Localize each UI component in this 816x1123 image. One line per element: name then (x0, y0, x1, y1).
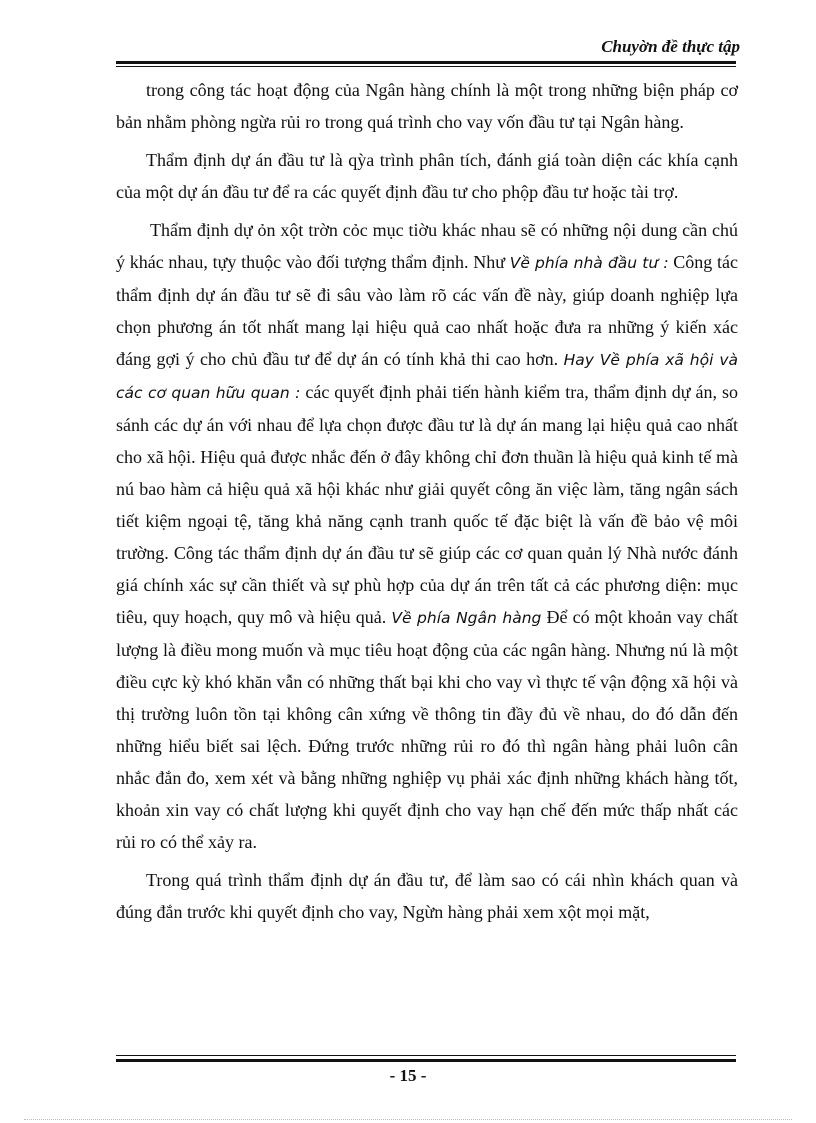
document-body (116, 74, 738, 928)
paragraph-3-part-2: Công tác thẩm định dự án đầu tư sẽ đi sâu vào làm rõ các vấn đề này, giúp doanh nghiệp lựa chọn phương án tốt nhất mang lại hiệu quả cao nhất hoặc đưa ra những ý kiến xác đáng gợi ý cho chủ đầu tư để dự án có tính khả thi cao hơn. (116, 252, 738, 369)
footer-rule-thin (116, 1055, 736, 1056)
paragraph-3-part-4: Để có một khoản vay chất lượng là điều mong muốn và mục tiêu hoạt động của các ngân hàng. Nhưng nú là một điều cực kỳ khó khăn vẫn có những thất bại khi cho vay vì thực tế vận động xã hội và thị trường luôn tồn tại không cân xứng về thông tin đầy đủ về nhau, do đó dẫn đến những hiểu biết sai lệch. Đứng trước những rủi ro đó thì ngân hàng phải luôn cân nhắc đắn đo, xem xét và bằng những nghiệp vụ phải xác định những khách hàng tốt, khoản xin vay có chất lượng khi quyết định cho vay hạn chế đến mức thấp nhất các rủi ro có thể xảy ra. (116, 607, 738, 852)
page-edge-divider (24, 1119, 792, 1120)
emphasis-society: Hay Về phía xã hội và các cơ quan hữu quan : (116, 351, 738, 402)
emphasis-bank: Về phía Ngân hàng (391, 609, 542, 627)
paragraph-4: Trong quá trình thẩm định dự án đầu tư, để làm sao có cái nhìn khách quan và đúng đắn trước khi quyết định cho vay, Ngừn hàng phải xem xột mọi mặt, (116, 870, 738, 922)
footer-rule-thick (116, 1059, 736, 1062)
paragraph-3-part-3: các quyết định phải tiến hành kiểm tra, thẩm định dự án, so sánh các dự án với nhau để lựa chọn được đầu tư là dự án mang lại hiệu quả cao nhất cho xã hội. Hiệu quả được nhắc đến ở đây không chỉ đơn thuần là hiệu quả kinh tế mà nú bao hàm cả hiệu quả xã hội khác như giải quyết công ăn việc làm, tăng ngân sách tiết kiệm ngoại tệ, tăng khả năng cạnh tranh quốc tế đặc biệt là vấn đề bảo vệ môi trường. Công tác thẩm định dự án đầu tư sẽ giúp các cơ quan quản lý Nhà nước đánh giá chính xác sự cần thiết và sự phù hợp của dự án trên tất cả các phương diện: mục tiêu, quy hoạch, quy mô và hiệu quả. (116, 382, 738, 627)
header-rule-thin (116, 66, 736, 67)
header-title: Chuyờn đề thực tập (601, 37, 740, 56)
page-number: - 15 - (389, 1066, 427, 1085)
header-rule-thick (116, 61, 736, 64)
emphasis-investor: Về phía nhà đầu tư : (509, 254, 669, 272)
paragraph-3 (116, 214, 738, 858)
paragraph-1: trong công tác hoạt động của Ngân hàng chính là một trong những biện pháp cơ bản nhằm phòng ngừa rủi ro trong quá trình cho vay vốn đầu tư tại Ngân hàng. (116, 80, 738, 132)
paragraph-3-part-1: Thẩm định dự ỏn xột trờn cỏc mục tiờu khác nhau sẽ có những nội dung cần chú ý khác nhau, tựy thuộc vào đối tượng thẩm định. Như (116, 220, 738, 272)
paragraph-2: Thẩm định dự án đầu tư là qỳa trình phân tích, đánh giá toàn diện các khía cạnh của một dự án đầu tư để ra các quyết định đầu tư cho phộp đầu tư hoặc tài trợ. (116, 150, 738, 202)
